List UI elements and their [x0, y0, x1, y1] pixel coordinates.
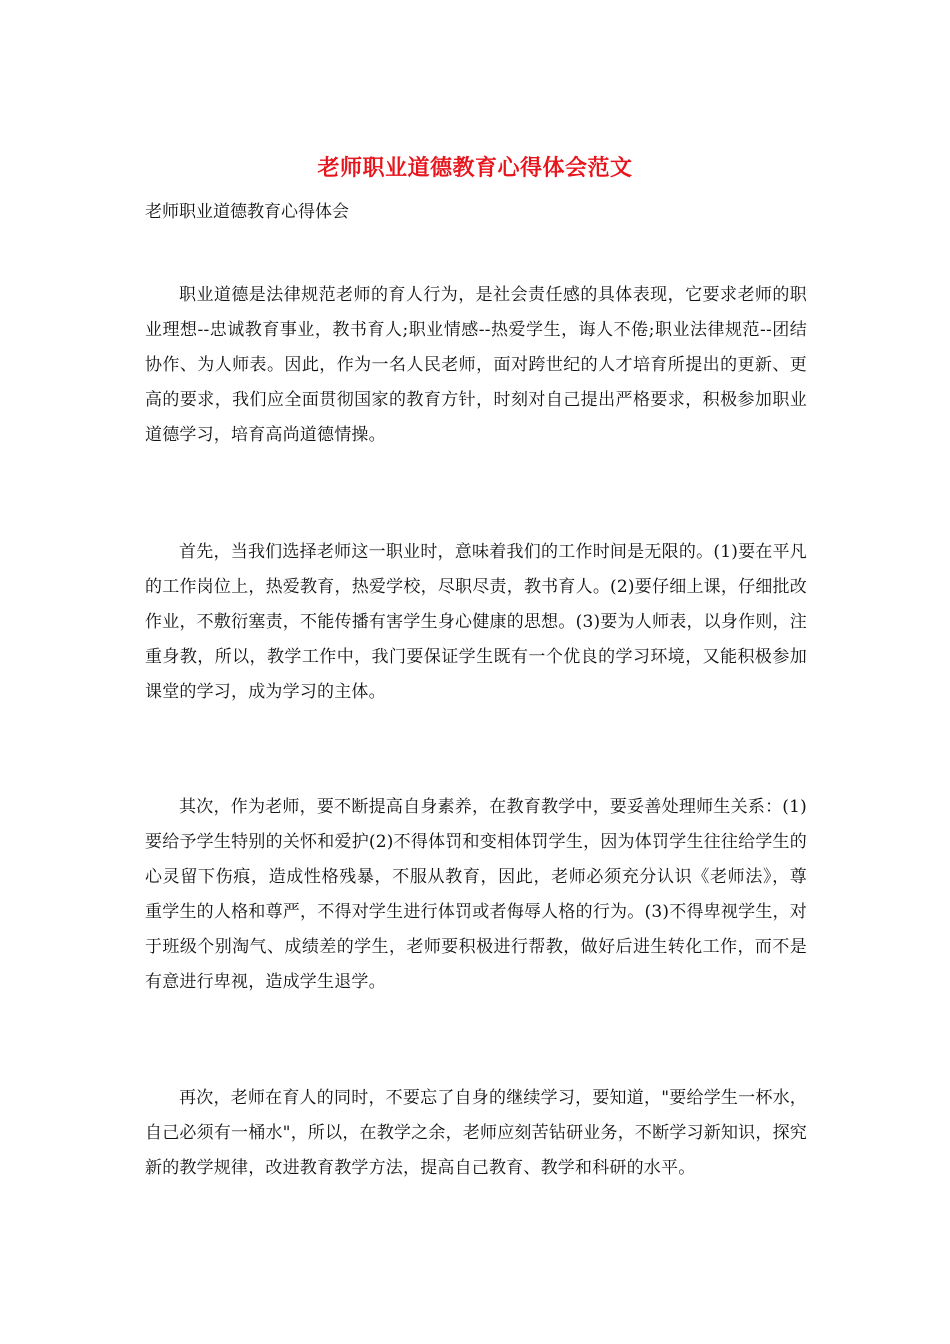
body-paragraph: 其次，作为老师，要不断提高自身素养，在教育教学中，要妥善处理师生关系：(1)要给予学生特别的关怀和爱护(2)不得体罚和变相体罚学生，因为体罚学生往往给学生的心灵留下伤痕，造成性格残暴，不服从教育，因此，老师必须充分认识《老师法》，尊重学生的人格和尊严，不得对学生进行体罚或者侮辱人格的行为。(3)不得卑视学生，对于班级个别淘气、成绩差的学生，老师要积极进行帮教，做好后进生转化工作，而不是有意进行卑视，造成学生退学。 [145, 797, 807, 992]
body-paragraph: 职业道德是法律规范老师的育人行为，是社会责任感的具体表现，它要求老师的职业理想--忠诚教育事业，教书育人;职业情感--热爱学生，诲人不倦;职业法律规范--团结协作、为人师表。因此，作为一名人民老师，面对跨世纪的人才培育所提出的更新、更高的要求，我们应全面贯彻国家的教育方针，时刻对自己提出严格要求，积极参加职业道德学习，培育高尚道德情操。 [145, 285, 807, 445]
body-paragraph: 再次，老师在育人的同时，不要忘了自身的继续学习，要知道，"要给学生一杯水，自己必须有一桶水"，所以，在教学之余，老师应刻苦钻研业务，不断学习新知识，探究新的教学规律，改进教育教学方法，提高自己教育、教学和科研的水平。 [145, 1088, 807, 1178]
body-paragraph: 首先，当我们选择老师这一职业时，意味着我们的工作时间是无限的。(1)要在平凡的工作岗位上，热爱教育，热爱学校，尽职尽责，教书育人。(2)要仔细上课，仔细批改作业，不敷衍塞责，不能传播有害学生身心健康的思想。(3)要为人师表，以身作则，注重身教，所以，教学工作中，我门要保证学生既有一个优良的学习环境，又能积极参加课堂的学习，成为学习的主体。 [145, 542, 807, 702]
document-subtitle: 老师职业道德教育心得体会 [145, 202, 349, 222]
document-title: 老师职业道德教育心得体会范文 [317, 155, 633, 181]
